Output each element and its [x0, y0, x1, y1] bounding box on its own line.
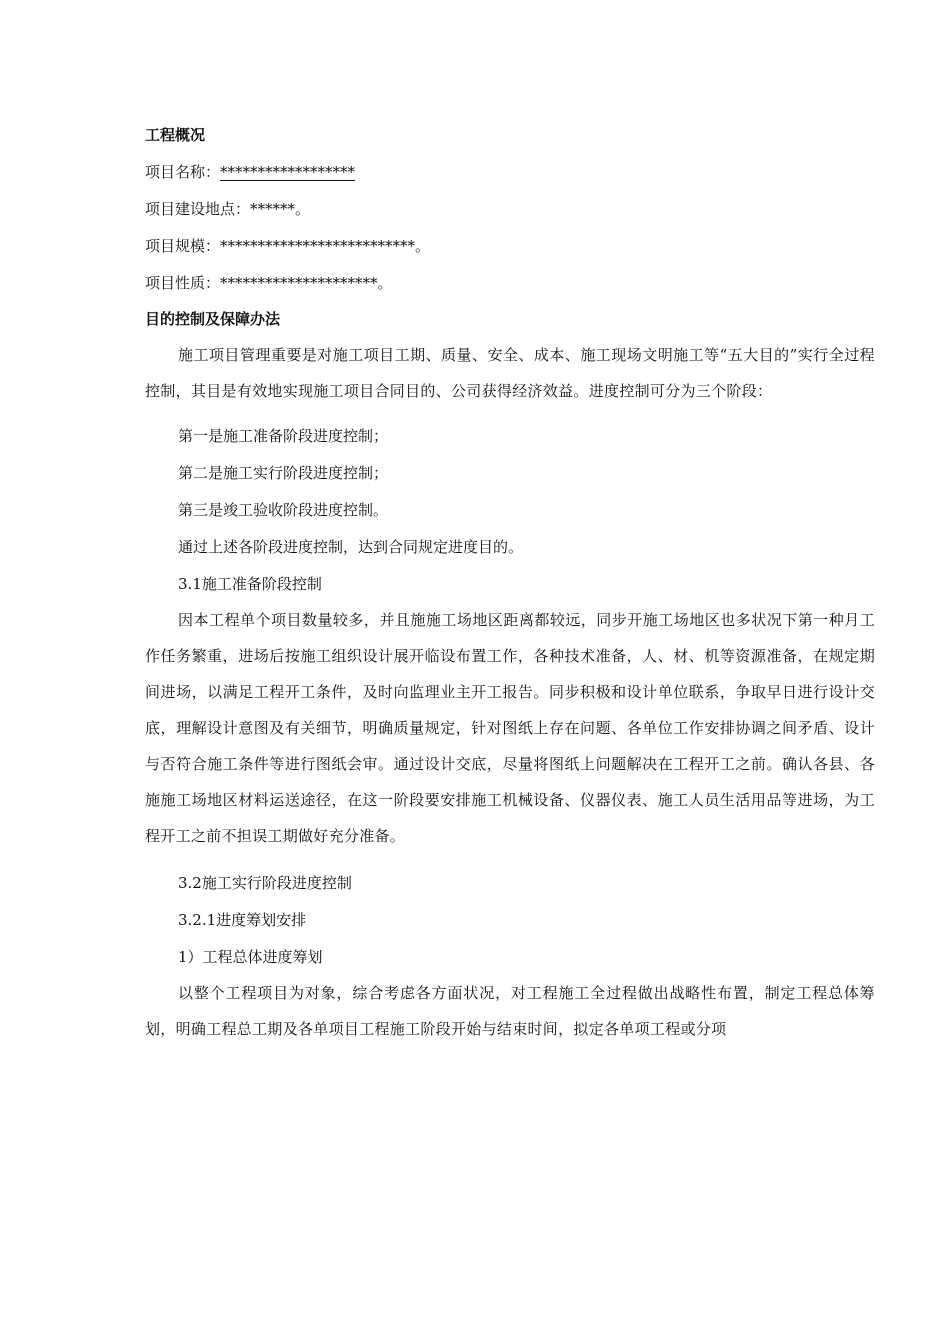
item-1-paragraph: 以整个工程项目为对象，综合考虑各方面状况，对工程施工全过程做出战略性布置，制定工程总体筹划，明确工程总工期及各单项目工程施工阶段开始与结束时间，拟定各单项工程或分项 — [145, 984, 875, 1038]
subsection-3-2-1-heading: 3.2.1进度筹划安排 — [178, 911, 307, 929]
item-1-heading: 1）工程总体进度筹划 — [178, 948, 323, 966]
project-scale-line: 项目规模：**************************。 — [145, 237, 431, 255]
project-site-line: 项目建设地点：******。 — [145, 200, 311, 218]
project-name-label: 项目名称： — [145, 163, 221, 181]
section-heading-control-measures: 目的控制及保障办法 — [145, 310, 281, 328]
project-name-value: ****************** — [220, 163, 356, 181]
project-name-line — [145, 162, 875, 182]
document-body — [145, 125, 875, 1047]
stage-three-line: 第三是竣工验收阶段进度控制。 — [178, 501, 389, 519]
stage-two-line: 第二是施工实行阶段进度控制； — [178, 464, 389, 482]
summary-line: 通过上述各阶段进度控制，达到合同规定进度目的。 — [178, 538, 524, 556]
subsection-3-1-paragraph: 因本工程单个项目数量较多，并且施施工场地区距离都较远，同步开施工场地区也多状况下第一种月工作任务繁重，进场后按施工组织设计展开临设布置工作，各种技术准备，人、材、机等资源准备，在规定期间进场，以满足工程开工条件，及时向监理业主开工报告。同步积极和设计单位联系，争取早日进行设计交底，理解设计意图及有关细节，明确质量规定，针对图纸上存在问题、各单位工作安排协调之间矛盾、设计与否符合施工条件等进行图纸会审。通过设计交底，尽量将图纸上问题解决在工程开工之前。确认各县、各施施工场地区材料运送途径，在这一阶段要安排施工机械设备、仪器仪表、施工人员生活用品等进场，为工程开工之前不担误工期做好充分准备。 — [145, 611, 875, 845]
section-heading-project-overview: 工程概况 — [145, 126, 206, 144]
subsection-3-2-heading: 3.2施工实行阶段进度控制 — [178, 874, 352, 892]
project-nature-line: 项目性质：*********************。 — [145, 274, 393, 292]
stage-one-line: 第一是施工准备阶段进度控制； — [178, 427, 389, 445]
intro-paragraph: 施工项目管理重要是对施工项目工期、质量、安全、成本、施工现场文明施工等“五大目的”实行全过程控制，其目是有效地实现施工项目合同目的、公司获得经济效益。进度控制可分为三个阶段： — [145, 346, 875, 400]
subsection-3-1-heading: 3.1施工准备阶段控制 — [178, 575, 322, 593]
